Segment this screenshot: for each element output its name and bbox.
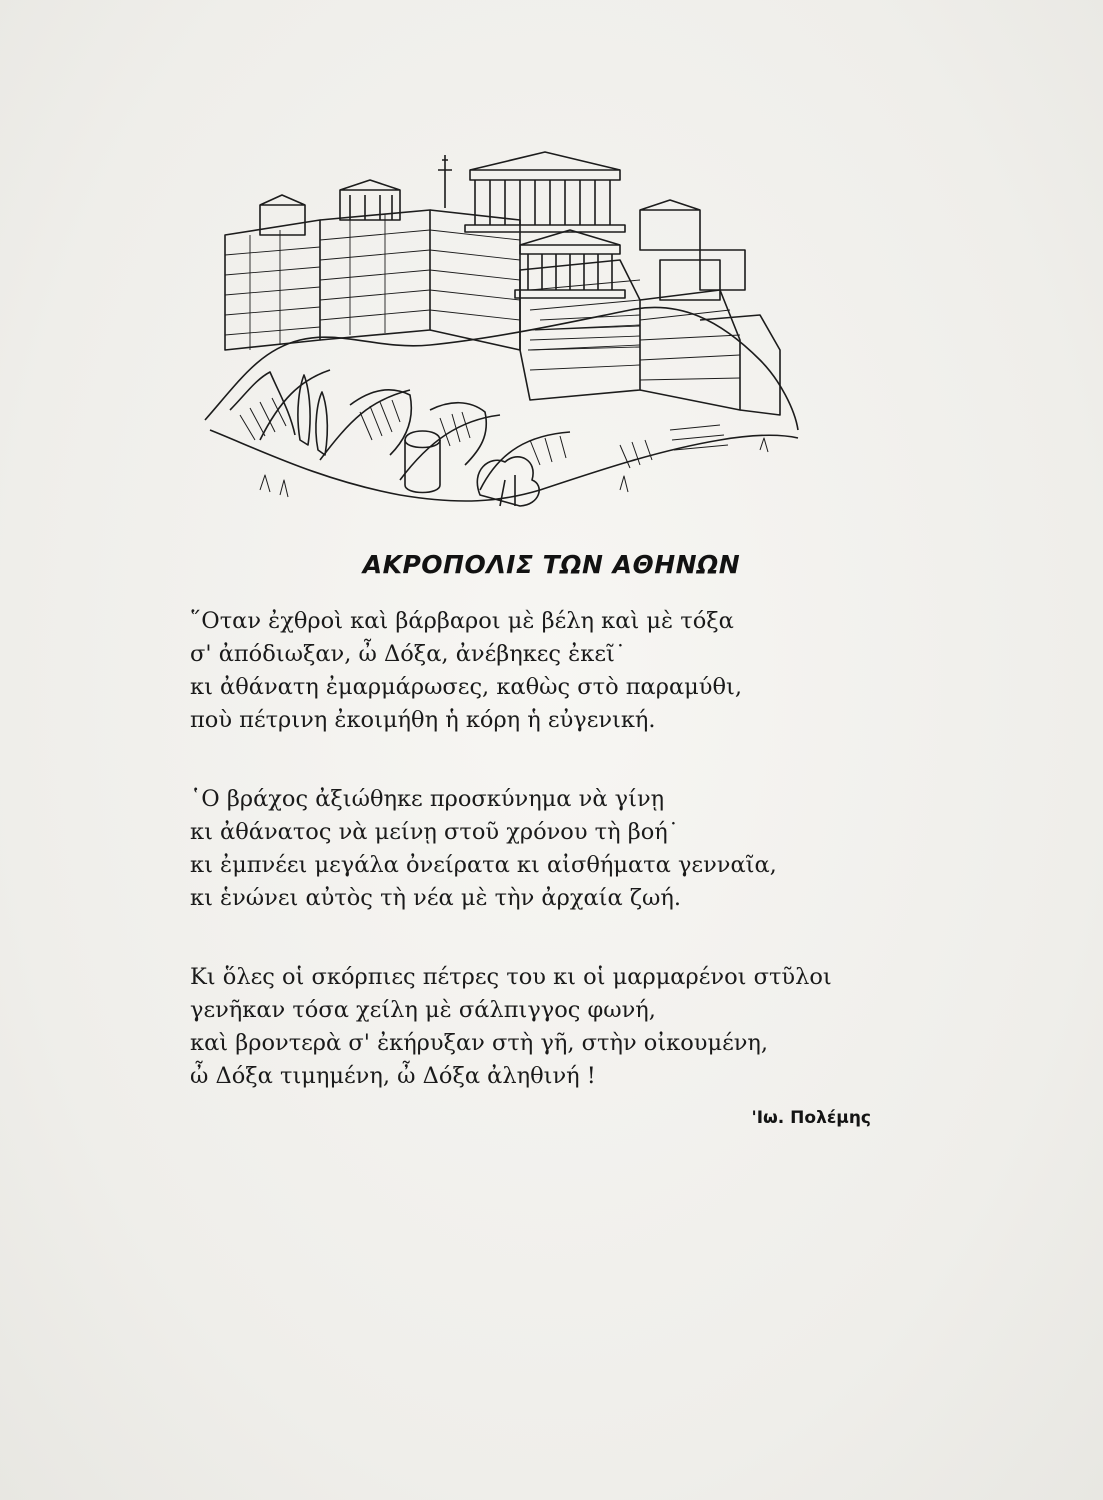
poem-line: Κι ὅλες οἱ σκόρπιες πέτρες του κι οἱ μαρμαρένοι στῦλοι — [190, 964, 832, 990]
acropolis-illustration — [200, 150, 800, 530]
poem-line: ποὺ πέτρινη ἐκοιμήθη ἡ κόρη ἡ εὐγενική. — [190, 707, 656, 733]
poem-line: κι ἑνώνει αὐτὸς τὴ νέα μὲ τὴν ἀρχαία ζωή. — [190, 885, 682, 911]
poem-line: ῾Ο βράχος ἀξιώθηκε προσκύνημα νὰ γίνῃ — [190, 786, 665, 812]
poem-line: σ' ἀπόδιωξαν, ὦ Δόξα, ἀνέβηκες ἐκεῖ˙ — [190, 641, 627, 667]
poem-body — [190, 605, 870, 1139]
poem-title: ΑΚΡΟΠΟΛΙΣ ΤΩΝ ΑΘΗΝΩΝ — [362, 550, 741, 579]
poem-author: 'Ιω. Πολέμης — [751, 1108, 871, 1128]
poem-line: ῞Οταν ἐχθροὶ καὶ βάρβαροι μὲ βέλη καὶ μὲ τόξα — [190, 608, 734, 634]
poem-line: κι ἐμπνέει μεγάλα ὀνείρατα κι αἰσθήματα γενναῖα, — [190, 852, 777, 878]
poem-line: γενῆκαν τόσα χείλη μὲ σάλπιγγος φωνή, — [190, 997, 656, 1023]
stanza-3 — [190, 961, 870, 1093]
poem-line: καὶ βροντερὰ σ' ἐκήρυξαν στὴ γῆ, στὴν οἰκουμένη, — [190, 1030, 769, 1056]
poem-line: ὦ Δόξα τιμημένη, ὦ Δόξα ἀληθινή ! — [190, 1063, 596, 1089]
stanza-1 — [190, 605, 870, 737]
stanza-2 — [190, 783, 870, 915]
poem-line: κι ἀθάνατη ἐμαρμάρωσες, καθὼς στὸ παραμύθι, — [190, 674, 742, 700]
poem-line: κι ἀθάνατος νὰ μείνῃ στοῦ χρόνου τὴ βοή˙ — [190, 819, 680, 845]
